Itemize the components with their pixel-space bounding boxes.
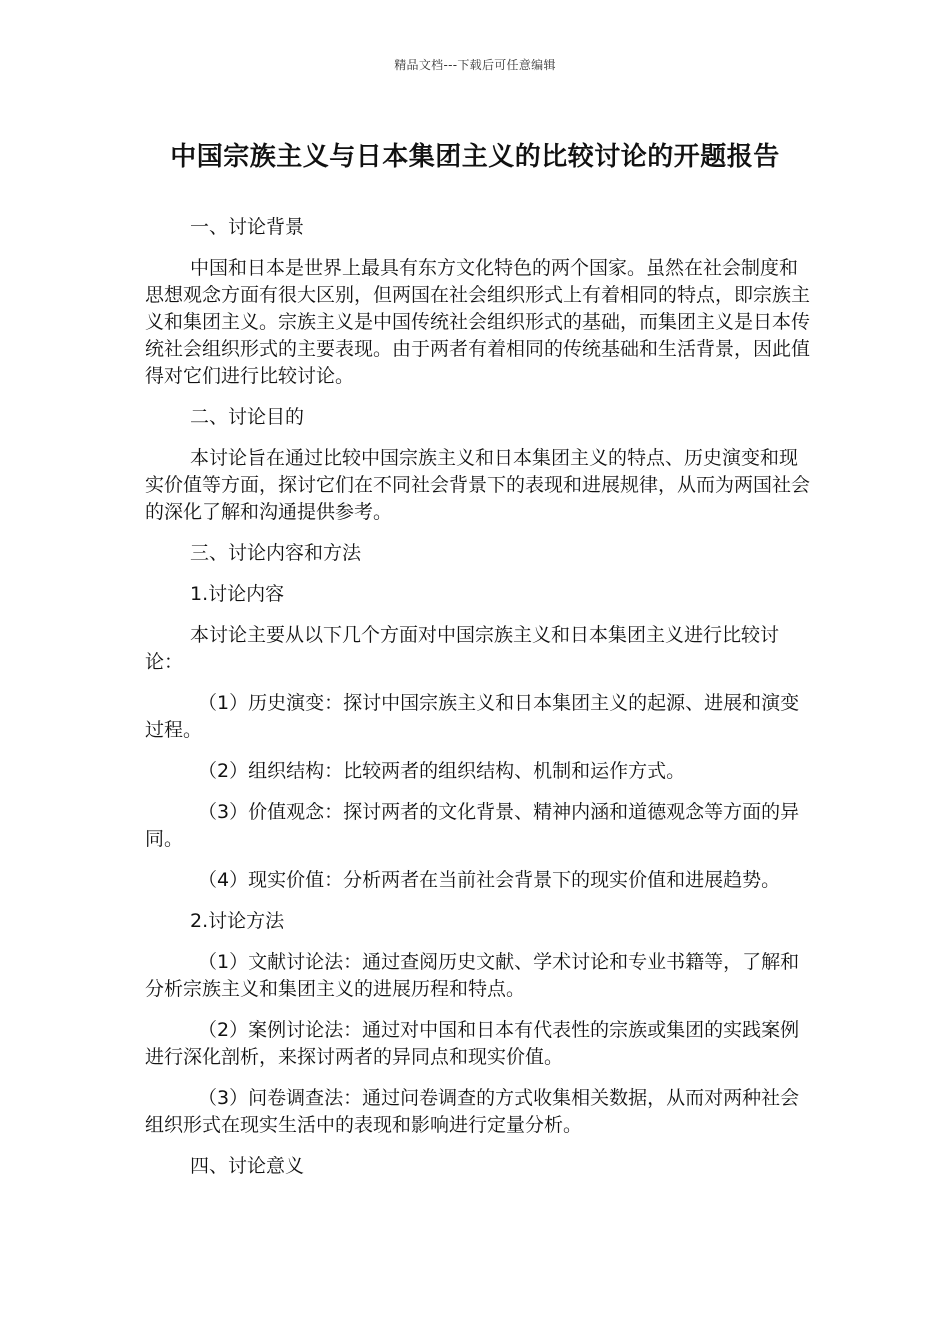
- subheading-method: 2.讨论方法: [190, 910, 285, 932]
- section-heading-significance: 四、讨论意义: [190, 1155, 305, 1177]
- section-heading-background: 一、讨论背景: [190, 216, 305, 238]
- list-item-case-method: （2）案例讨论法：通过对中国和日本有代表性的宗族或集团的实践案例进行深化剖析，来探讨两者的异同点和现实价值。: [145, 1019, 800, 1068]
- list-item-values: （3）价值观念：探讨两者的文化背景、精神内涵和道德观念等方面的异同。: [145, 801, 800, 850]
- section-heading-content-method: 三、讨论内容和方法: [190, 542, 362, 564]
- document-body: [145, 214, 815, 1194]
- list-item-literature-method: （1）文献讨论法：通过查阅历史文献、学术讨论和专业书籍等，了解和分析宗族主义和集团主义的进展历程和特点。: [145, 951, 800, 1000]
- list-item-reality: （4）现实价值：分析两者在当前社会背景下的现实价值和进展趋势。: [198, 869, 781, 891]
- paragraph-background: 中国和日本是世界上最具有东方文化特色的两个国家。虽然在社会制度和思想观念方面有很大区别，但两国在社会组织形式上有着相同的特点，即宗族主义和集团主义。宗族主义是中国传统社会组织形式的基础，而集团主义是日本传统社会组织形式的主要表现。由于两者有着相同的传统基础和生活背景，因此值得对它们进行比较讨论。: [145, 257, 811, 387]
- subheading-content: 1.讨论内容: [190, 583, 285, 605]
- list-item-survey-method: （3）问卷调查法：通过问卷调查的方式收集相关数据，从而对两种社会组织形式在现实生活中的表现和影响进行定量分析。: [145, 1087, 800, 1136]
- paragraph-purpose: 本讨论旨在通过比较中国宗族主义和日本集团主义的特点、历史演变和现实价值等方面，探讨它们在不同社会背景下的表现和进展规律，从而为两国社会的深化了解和沟通提供参考。: [145, 447, 811, 523]
- paragraph-content-intro: 本讨论主要从以下几个方面对中国宗族主义和日本集团主义进行比较讨论：: [145, 624, 780, 673]
- document-title: 中国宗族主义与日本集团主义的比较讨论的开题报告: [170, 142, 780, 172]
- list-item-structure: （2）组织结构：比较两者的组织结构、机制和运作方式。: [198, 760, 686, 782]
- section-heading-purpose: 二、讨论目的: [190, 406, 305, 428]
- list-item-history: （1）历史演变：探讨中国宗族主义和日本集团主义的起源、进展和演变过程。: [145, 692, 800, 741]
- header-note: 精品文档---下载后可任意编辑: [394, 58, 556, 72]
